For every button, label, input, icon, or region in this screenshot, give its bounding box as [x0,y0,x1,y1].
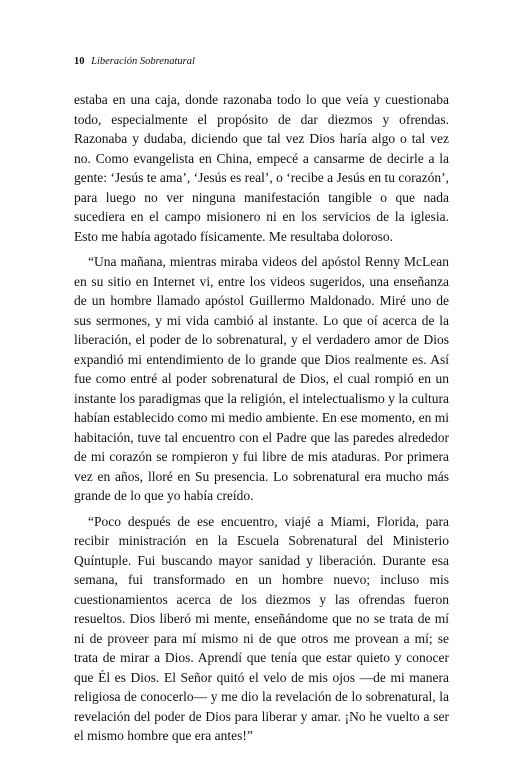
page-number: 10 [74,56,85,67]
body-text [74,90,449,746]
paragraph-encounter: “Una mañana, mientras miraba videos del apóstol Renny McLean en su sitio en Internet vi, entre los videos sugeridos, una enseñanza de un hombre llamado apóstol Guillermo Maldonado. Miré uno de sus sermones, y mi vida cambió al instante. Lo que oí acerca de la liberación, el poder de lo sobrenatural, y el verdadero amor de Dios expandió mi entendimiento de lo grande que Dios realmente es. Así fue como entré al poder sobrenatural de Dios, el cual rompió en un instante los paradigmas que la religión, el intelectualismo y la cultura habían establecido como mi medio ambiente. En ese momento, en mi habitación, tuve tal encuentro con el Padre que las paredes alrededor de mi corazón se rompieron y fui libre de mis ataduras. Por primera vez en años, lloré en Su presencia. Lo sobrenatural era mucho más grande de lo que yo había creído. [74,254,449,503]
book-title: Liberación Sobrenatural [91,56,195,67]
paragraph-continuation: estaba en una caja, donde razonaba todo lo que veía y cuestionaba todo, especialmente el propósito de dar diezmos y ofrendas. Razonaba y dudaba, diciendo que tal vez Dios haría algo o tal vez no. Como evangelista en China, empecé a cansarme de decirle a la gente: ‘Jesús te ama’, ‘Jesús es real’, o ‘recibe a Jesús en tu corazón’, para luego no ver ninguna manifestación tangible o que nada sucediera en el campo misionero ni en los servicios de la iglesia. Esto me había agotado físicamente. Me resultaba doloroso. [74,92,449,244]
book-page [74,55,449,746]
paragraph-miami: “Poco después de ese encuentro, viajé a Miami, Florida, para recibir ministración en la Escuela Sobrenatural del Ministerio Quíntuple. Fui buscando mayor sanidad y liberación. Durante esa semana, fui transformado en un hombre nuevo; incluso mis cuestionamientos acerca de los diezmos y las ofrendas fueron resueltos. Dios liberó mi mente, enseñándome que no se trata de mí ni de proveer para mí mismo ni de que otros me provean a mí; se trata de mirar a Dios. Aprendí que tenía que estar quieto y conocer que Él es Dios. El Señor quitó el velo de mis ojos —de mi manera religiosa de conocerlo— y me dio la revelación de lo sobrenatural, la revelación del poder de Dios para liberar y amar. ¡No he vuelto a ser el mismo hombre que era antes!” [74,513,449,743]
running-header [74,55,449,68]
